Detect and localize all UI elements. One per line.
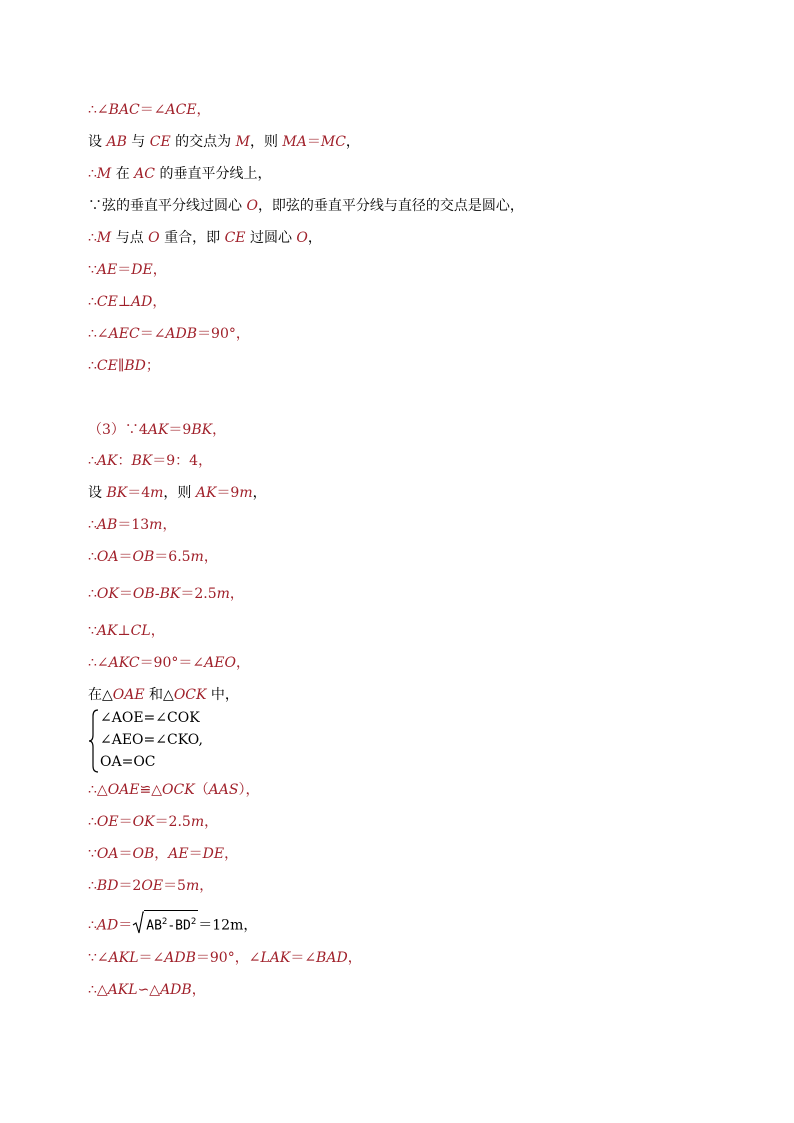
proof-line-19: ∴△OAE≌△OCK（AAS）， [88, 782, 260, 798]
proof-line-25: ∴△AKL∽△ADB， [88, 982, 206, 998]
proof-line-8: ∴∠AEC＝∠ADB＝90°， [88, 326, 250, 342]
square-root-expression: $AB^2-BD^2$ [132, 910, 198, 936]
proof-line-18: 在△OAE 和△OCK 中， [88, 687, 239, 703]
equation-row-2: ∠AEO=∠CKO, [100, 732, 203, 748]
proof-line-23: ∴AD＝ $AB^2-BD^2 =12m$， [88, 910, 257, 936]
proof-line-5: ∴M 与点 O 重合，即 CE 过圆心 O， [88, 230, 322, 246]
proof-line-2: 设 AB 与 CE 的交点为 M，则 MA＝MC， [88, 134, 360, 150]
proof-line-4: ∵弦的垂直平分线过圆心 O，即弦的垂直平分线与直径的交点是圆心， [88, 198, 524, 214]
proof-line-15: ∴OK＝OB-BK＝2.5m， [88, 586, 244, 602]
proof-line-17: ∴∠AKC＝90°＝∠AEO， [88, 655, 250, 671]
radical-sign-icon [132, 911, 144, 935]
proof-line-3: ∴M 在 AC 的垂直平分线上， [88, 166, 272, 182]
proof-line-16: ∵AK⊥CL， [88, 623, 165, 639]
proof-line-10: （3）∵4AK＝9BK， [88, 422, 227, 438]
proof-line-21: ∵OA＝OB，AE＝DE， [88, 846, 239, 862]
proof-line-1: ∴∠BAC＝∠ACE， [88, 102, 211, 118]
left-brace-icon [88, 708, 100, 774]
proof-line-9: ∴CE∥BD； [88, 358, 160, 374]
proof-line-11: ∴AK：BK＝9：4， [88, 453, 213, 469]
proof-line-24: ∵∠AKL＝∠ADB＝90°，∠LAK＝∠BAD， [88, 950, 362, 966]
equation-system [88, 708, 288, 774]
equation-row-3: OA=OC [100, 754, 156, 770]
proof-line-12: 设 BK＝4m，则 AK＝9m， [88, 485, 267, 501]
proof-line-13: ∴AB＝13m， [88, 517, 177, 533]
proof-line-20: ∴OE＝OK＝2.5m， [88, 814, 219, 830]
proof-line-7: ∴CE⊥AD， [88, 294, 167, 310]
proof-line-22: ∴BD＝2OE＝5m， [88, 878, 214, 894]
equation-row-1: ∠AOE=∠COK [100, 710, 200, 726]
proof-line-14: ∴OA＝OB＝6.5m， [88, 549, 218, 565]
proof-line-6: ∵AE＝DE， [88, 262, 167, 278]
